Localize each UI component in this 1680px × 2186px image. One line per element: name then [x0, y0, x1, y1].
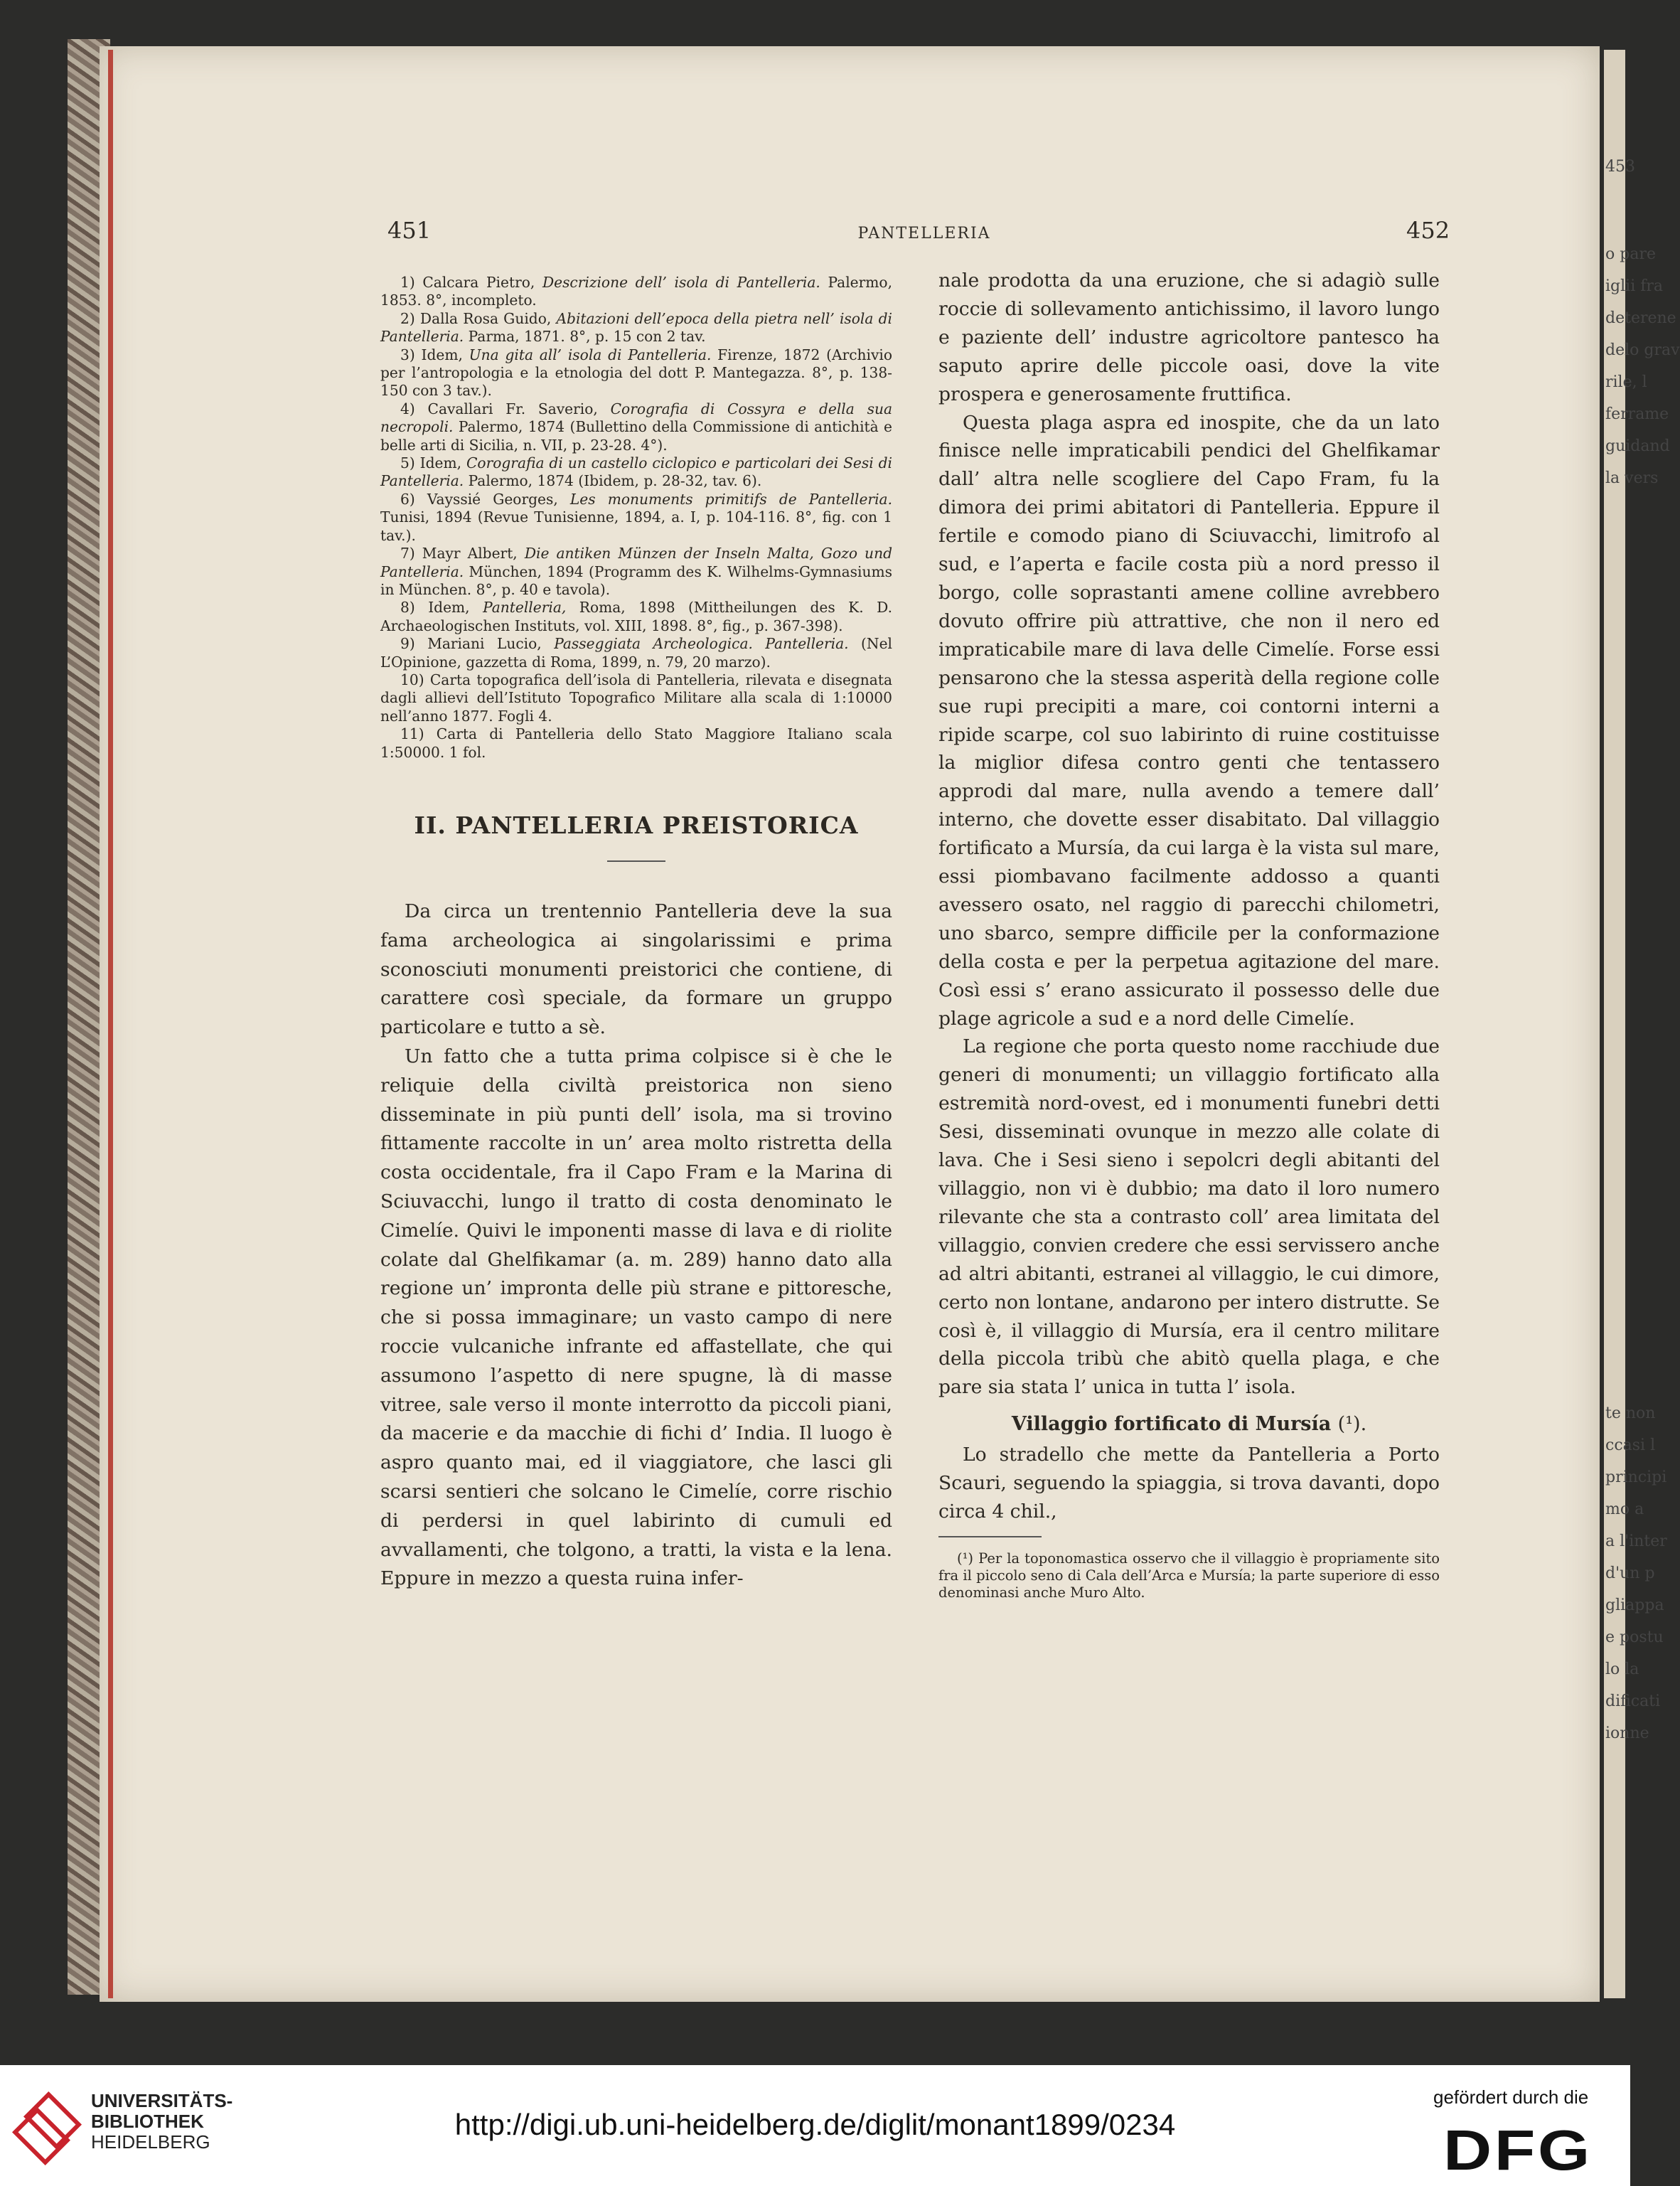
bibliography-entry: 5) Idem, Corografia di un castello ciclopico e particolari dei Sesi di Pantelleria. Palermo, 1874 (Ibidem, p. 28-32, tav. 6). [380, 454, 892, 490]
section-separator [607, 860, 665, 862]
bibliography-entry: 2) Dalla Rosa Guido, Abitazioni dell’epoca della pietra nell’ isola di Pantelleria. Parma, 1871. 8°, p. 15 con 2 tav. [380, 309, 892, 346]
body-paragraph: La regione che porta questo nome racchiude due generi di monumenti; un villaggio fortificato alla estremità nord-ovest, ed i monumenti funebri detti Sesi, disseminati ovunque in mezzo alle colate di lava. Che i Sesi sieno i sepolcri degli abitanti del villaggio, non vi è dubbio; ma dato il loro numero rilevante che sta a contrasto coll’ area limitata del villaggio, convien credere che essi servissero anche ad altri abitanti, estranei al villaggio, le cui dimore, certo non lontane, andarono per intero distrutte. Se così è, il villaggio di Mursía, era il centro militare della piccola tribù che abitò quella plaga, e che pare sia stata l’ unica in tutta l’ isola. [938, 1035, 1440, 1399]
margin-fragment: ionne [1605, 1724, 1649, 1742]
body-paragraph: Questa plaga aspra ed inospite, che da un lato finisce nelle impraticabili pendici del Ghelfikamar dall’ altra nelle scogliere del Capo Fram, fu la dimora dei primi abitatori di Pantelleria. Eppure il fertile e comodo piano di Sciuvacchi, limitrofo al sud, e l’aperta e facile costa più a nord presso il borgo, colle soprastanti amene colline avrebbero dovuto offrire più attrattive, che non il nero ed impraticabile mare di lava delle Cimelíe. Forse essi pensarono che la stessa asperità della regione colle sue rupi precipiti a mare, coi contorni interni a ripide scarpe, col suo labirinto di ruine costituisse la miglior difesa contro genti che tentassero approdi dal mare, nulla avendo a temere dall’ interno, che dovette esser disabitato. Dal villaggio fortificato a Mursía, da cui larga è la vista sul mare, essi piombavano facilmente addosso a quanti avessero osato, nel raggio di parecchi chilometri, uno sbarco, sempre difficile per la conformazione della costa e per la perpetua agitazione del mare. Così essi s’ erano assicurato il possesso delle due plage agricole a sud e a nord delle Cimelíe. [938, 411, 1440, 1030]
margin-fragment: la vers [1605, 469, 1659, 487]
body-paragraph: Da circa un trentennio Pantelleria deve la sua fama archeologica ai singolarissimi e prima sconosciuti monumenti preistorici che contiene, di carattere così speciale, da formare un gruppo particolare e tutto a sè. [380, 900, 892, 1039]
footnote: (¹) Per la toponomastica osservo che il villaggio è propriamente sito fra il piccolo seno di Cala dell’Arca e Mursía; la parte superiore di esso denominasi anche Muro Alto. [938, 1550, 1440, 1601]
binding-red-edge [108, 50, 113, 1998]
margin-fragment: deterene [1605, 309, 1676, 327]
footnote-separator [938, 1536, 1042, 1537]
margin-fragment: delo grav [1605, 341, 1680, 359]
margin-fragment: ferrame [1605, 405, 1669, 423]
margin-fragment: o pare [1605, 245, 1656, 263]
margin-fragment: gliappa [1605, 1596, 1664, 1614]
right-column [938, 267, 1440, 1601]
subsection-heading: Villaggio fortificato di Mursía (¹). [1011, 1413, 1367, 1436]
margin-fragment: principi [1605, 1468, 1667, 1486]
margin-fragment: a l'inter [1605, 1532, 1667, 1550]
left-column [380, 274, 892, 1594]
margin-fragment: mo a [1605, 1500, 1644, 1518]
margin-fragment: e postu [1605, 1628, 1664, 1646]
margin-fragment: te non [1605, 1404, 1656, 1422]
dfg-logo: DFG [1443, 2118, 1593, 2182]
bibliography-entry: 1) Calcara Pietro, Descrizione dell’ isola di Pantelleria. Palermo, 1853. 8°, incompleto. [380, 274, 892, 309]
bibliography-entry: 3) Idem, Una gita all’ isola di Pantelleria. Firenze, 1872 (Archivio per l’antropologia e la etnologia del dott P. Mantegazza. 8°, p. 138-150 con 3 tav.). [380, 346, 892, 400]
left-page-number: 451 [387, 217, 432, 244]
margin-fragment: guidand [1605, 437, 1670, 455]
right-page-number: 452 [1406, 217, 1450, 244]
bibliography-entry: 6) Vayssié Georges, Les monuments primitifs de Pantelleria. Tunisi, 1894 (Revue Tunisienne, 1894, a. I, p. 104-116. 8°, fig. con 1 tav.). [380, 490, 892, 544]
margin-fragment: dificati [1605, 1692, 1661, 1710]
margin-fragment: ccasi l [1605, 1436, 1656, 1454]
margin-fragment: iglii fra [1605, 277, 1663, 295]
section-heading: II. PANTELLERIA PREISTORICA [414, 811, 859, 839]
margin-fragment: rile, l [1605, 373, 1647, 391]
bibliography-entry: 7) Mayr Albert, Die antiken Münzen der Inseln Malta, Gozo und Pantelleria. München, 1894 (Programm des K. Wilhelms-Gymnasiums in München. 8°, p. 40 e tavola). [380, 545, 892, 598]
body-paragraph: Un fatto che a tutta prima colpisce si è che le reliquie della civiltà preistorica non sieno disseminate in più punti dell’ isola, ma si trovino fittamente raccolte in un’ area molto ristretta della costa occidentale, fra il Capo Fram e la Marina di Sciuvacchi, lungo il tratto di costa denominato le Cimelíe. Quivi le imponenti masse di lava e di riolite colate dal Ghelfikamar (a. m. 289) hanno dato alla regione un’ impronta delle più strane e pittoresche, che si possa immaginare; un vasto campo di nere roccie vulcaniche infrante ed affastellate, che qui assumono l’aspetto di nere spugne, là di masse vitree, sale verso il monte interrotto da piccoli piani, da macerie e da macchie di fichi d’ India. Il luogo è aspro quanto mai, ed il viaggiatore, che lasci gli scarsi sentieri che solcano le Cimelíe, corre rischio di perdersi in quel labirinto di cumuli ed avvallamenti, che tolgono, a tratti, la vista e la lena. Eppure in mezzo a questa ruina infer- [380, 1045, 892, 1590]
bibliography-entry: 9) Mariani Lucio, Passeggiata Archeologica. Pantelleria. (Nel L’Opinione, gazzetta di Roma, 1899, n. 79, 20 marzo). [380, 635, 892, 671]
bibliography-entry: 11) Carta di Pantelleria dello Stato Maggiore Italiano scala 1:50000. 1 fol. [380, 725, 892, 761]
bibliography-list [380, 274, 892, 762]
running-title: PANTELLERIA [857, 225, 991, 242]
sponsor-caption: gefördert durch die [1433, 2086, 1589, 2108]
body-paragraph: nale prodotta da una eruzione, che si adagiò sulle roccie di sollevamento antichissimo, il lavoro lungo e paziente dell’ industre agricoltore pantesco ha saputo aprire delle piccole oasi, dove la vite prospera e generosamente fruttifica. [938, 270, 1440, 405]
bibliography-entry: 4) Cavallari Fr. Saverio, Corografia di Cossyra e della sua necropoli. Palermo, 1874 (Bullettino della Commissione di antichità e belle arti di Sicilia, n. VII, p. 23-28. 4°). [380, 400, 892, 454]
bibliography-entry: 10) Carta topografica dell’isola di Pantelleria, rilevata e disegnata dagli allievi dell’Istituto Topografico Militare alla scala di 1:10000 nell’anno 1877. Fogli 4. [380, 671, 892, 725]
margin-fragment: lo la [1605, 1660, 1639, 1678]
body-paragraph: Lo stradello che mette da Pantelleria a Porto Scauri, seguendo la spiaggia, si trova davanti, dopo circa 4 chil., [938, 1444, 1440, 1523]
library-name: UNIVERSITÄTS- BIBLIOTHEK HEIDELBERG [91, 2090, 233, 2153]
margin-fragment: d'un p [1605, 1564, 1655, 1582]
margin-fragment: 453 [1605, 158, 1635, 176]
viewer-footer [0, 2065, 1630, 2186]
bibliography-entry: 8) Idem, Pantelleria, Roma, 1898 (Mittheilungen des K. D. Archaeologischen Instituts, vol. XIII, 1898. 8°, fig., p. 367-398). [380, 599, 892, 634]
permalink-url[interactable]: http://digi.ub.uni-heidelberg.de/diglit/monant1899/0234 [454, 2108, 1176, 2141]
footnote-reference: (¹). [1337, 1413, 1367, 1436]
